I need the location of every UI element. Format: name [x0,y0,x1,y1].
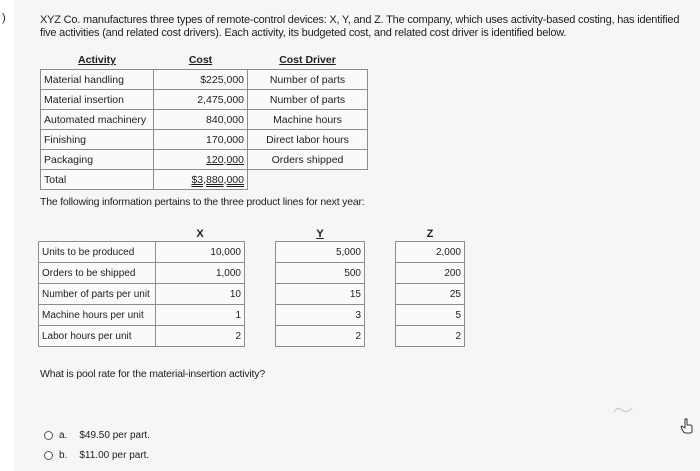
cost-cell: $225,000 [154,70,248,90]
radio-icon[interactable] [44,451,53,460]
edge-mark: ) [2,12,6,24]
activity-cell: Material handling [41,70,154,90]
header-cost: Cost [188,54,213,66]
x-cell: 10 [156,284,245,305]
cost-cell: 170,000 [154,130,248,150]
activity-cell: Material insertion [41,90,154,110]
y-cell: 15 [276,284,365,305]
x-cell: 2 [156,326,245,347]
header-z: Z [426,227,434,240]
activity-table-header [41,52,368,70]
option-letter: a. [59,430,68,441]
product-table-header [39,226,465,242]
cost-cell: 840,000 [154,110,248,130]
y-cell: 500 [276,263,365,284]
option-a[interactable] [44,430,150,441]
header-cost-driver: Cost Driver [279,54,336,66]
option-text: $11.00 per part. [79,450,150,461]
z-cell: 25 [396,284,465,305]
problem-intro: XYZ Co. manufactures three types of remote-control devices: X, Y, and Z. The company, which uses activity-based costing, has identified five activities (and related cost drivers). Each activity, its budgeted cost, and related cost driver is identified below. [40,14,680,39]
activity-cell: Finishing [41,130,154,150]
header-activity: Activity [78,54,116,66]
driver-cell: Machine hours [248,110,368,130]
option-letter: b. [59,450,68,461]
z-cell: 5 [396,305,465,326]
gap-cell [245,242,276,263]
total-cost-value: $3,880,000 [191,173,244,186]
z-cell: 200 [396,263,465,284]
x-cell: 10,000 [156,242,245,263]
product-lines-table [38,226,465,347]
cursor-icon [680,418,694,434]
row-label: Labor hours per unit [39,326,156,347]
radio-icon[interactable] [44,431,53,440]
row-label: Orders to be shipped [39,263,156,284]
table-row [39,242,465,263]
gap-cell [365,326,396,347]
table-row [41,110,368,130]
cost-value: 120,000 [206,153,244,166]
gap-cell [245,263,276,284]
header-y-cell [276,226,365,242]
row-label: Units to be produced [39,242,156,263]
total-label: Total [41,170,154,190]
table-row [39,326,465,347]
z-cell: 2,000 [396,242,465,263]
header-y: Y [316,227,324,240]
option-b[interactable] [44,450,149,461]
table-row [41,90,368,110]
gap-cell [365,242,396,263]
activity-table [40,52,368,190]
row-label: Number of parts per unit [39,284,156,305]
gap-cell [245,305,276,326]
row-label: Machine hours per unit [39,305,156,326]
product-lines-intro: The following information pertains to the three product lines for next year: [40,196,365,208]
smudge-icon [612,404,634,416]
total-row [41,170,368,190]
gap-cell [365,305,396,326]
driver-cell: Direct labor hours [248,130,368,150]
table-row [41,150,368,170]
header-blank [39,226,156,242]
table-row [41,70,368,90]
x-cell: 1 [156,305,245,326]
cost-cell [154,150,248,170]
table-row [39,305,465,326]
activity-cell: Packaging [41,150,154,170]
question-text: What is pool rate for the material-insertion activity? [40,368,265,380]
header-x: X [196,227,204,240]
driver-cell: Orders shipped [248,150,368,170]
driver-cell: Number of parts [248,90,368,110]
gap-cell [365,284,396,305]
table-row [41,130,368,150]
driver-cell: Number of parts [248,70,368,90]
z-cell: 2 [396,326,465,347]
y-cell: 2 [276,326,365,347]
empty-cell [248,170,368,190]
y-cell: 3 [276,305,365,326]
gap-cell [365,263,396,284]
table-row [39,284,465,305]
y-cell: 5,000 [276,242,365,263]
activity-cell: Automated machinery [41,110,154,130]
cost-cell: 2,475,000 [154,90,248,110]
gap-cell [245,284,276,305]
option-text: $49.50 per part. [79,430,150,441]
header-gap [365,226,396,242]
left-margin [0,0,14,471]
total-cost-cell [154,170,248,190]
table-row [39,263,465,284]
x-cell: 1,000 [156,263,245,284]
header-gap [245,226,276,242]
gap-cell [245,326,276,347]
